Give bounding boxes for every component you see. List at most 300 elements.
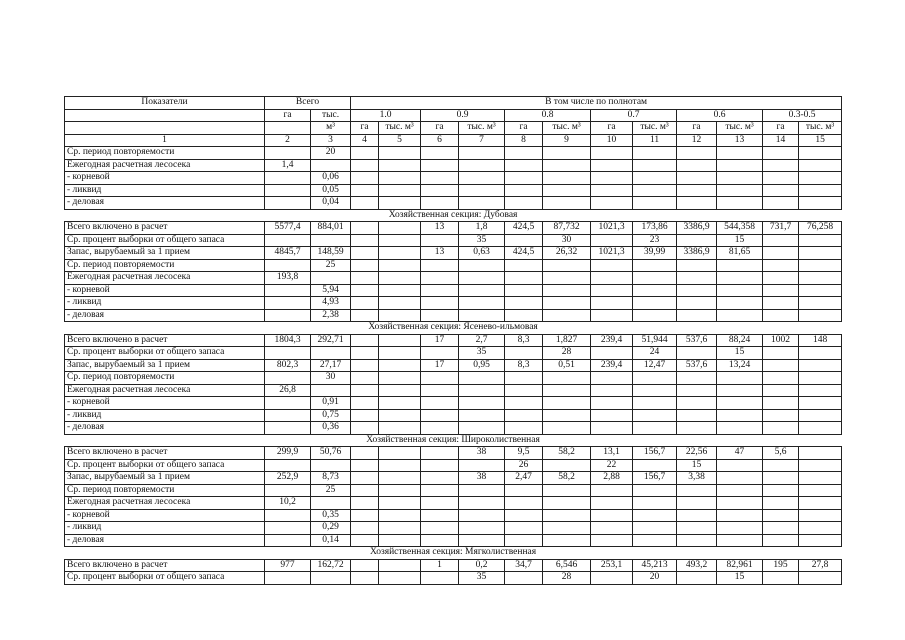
table-cell: 156,7 bbox=[633, 472, 677, 485]
table-cell bbox=[633, 497, 677, 510]
table-cell bbox=[379, 559, 421, 572]
table-cell: 13,1 bbox=[591, 447, 633, 460]
table-cell bbox=[591, 309, 633, 322]
header-density-3: 0.8 bbox=[505, 109, 591, 122]
table-cell bbox=[421, 197, 459, 210]
header-unit-ha: га bbox=[763, 122, 799, 135]
table-row bbox=[65, 159, 842, 172]
header-unit-thous-m3: тыс. м³ bbox=[717, 122, 763, 135]
table-cell: 35 bbox=[459, 234, 505, 247]
table-cell bbox=[591, 572, 633, 585]
table-cell bbox=[351, 147, 379, 160]
table-cell bbox=[799, 234, 842, 247]
table-row bbox=[65, 397, 842, 410]
table-cell bbox=[633, 409, 677, 422]
table-cell bbox=[677, 397, 717, 410]
table-cell bbox=[717, 272, 763, 285]
table-cell bbox=[543, 147, 591, 160]
table-cell bbox=[633, 484, 677, 497]
table-cell: 5,6 bbox=[763, 447, 799, 460]
table-cell: 24 bbox=[633, 347, 677, 360]
column-number: 10 bbox=[591, 134, 633, 147]
table-cell bbox=[459, 522, 505, 535]
table-cell: 0,75 bbox=[311, 409, 351, 422]
table-cell: 2,7 bbox=[459, 334, 505, 347]
header-total-ha: га bbox=[265, 109, 311, 122]
table-cell bbox=[543, 459, 591, 472]
table-cell bbox=[763, 509, 799, 522]
table-cell bbox=[543, 159, 591, 172]
table-cell bbox=[763, 359, 799, 372]
table-cell: 1021,3 bbox=[591, 247, 633, 260]
table-cell bbox=[351, 422, 379, 435]
table-cell bbox=[591, 422, 633, 435]
table-row bbox=[65, 572, 842, 585]
table-cell bbox=[265, 572, 311, 585]
table-cell bbox=[799, 459, 842, 472]
table-cell: 977 bbox=[265, 559, 311, 572]
table-cell bbox=[763, 197, 799, 210]
table-cell bbox=[265, 184, 311, 197]
table-cell bbox=[677, 184, 717, 197]
table-cell bbox=[459, 509, 505, 522]
table-cell bbox=[763, 409, 799, 422]
row-label: Ср. период повторяемости bbox=[65, 259, 265, 272]
table-cell bbox=[379, 497, 421, 510]
table-cell bbox=[505, 509, 543, 522]
table-cell: 26,32 bbox=[543, 247, 591, 260]
header-unit-ha: га bbox=[591, 122, 633, 135]
row-label: - корневой bbox=[65, 172, 265, 185]
table-cell bbox=[799, 372, 842, 385]
table-cell bbox=[633, 159, 677, 172]
table-cell bbox=[351, 334, 379, 347]
table-cell bbox=[677, 272, 717, 285]
table-cell bbox=[505, 497, 543, 510]
table-cell: 25 bbox=[311, 484, 351, 497]
forest-density-table bbox=[64, 96, 842, 585]
column-number: 5 bbox=[379, 134, 421, 147]
table-cell: 0,91 bbox=[311, 397, 351, 410]
header-total-thous: тыс. bbox=[311, 109, 351, 122]
table-cell bbox=[351, 472, 379, 485]
table-cell: 493,2 bbox=[677, 559, 717, 572]
table-row bbox=[65, 259, 842, 272]
row-label: - корневой bbox=[65, 397, 265, 410]
table-cell bbox=[311, 459, 351, 472]
table-cell: 25 bbox=[311, 259, 351, 272]
table-row bbox=[65, 147, 842, 160]
table-cell bbox=[379, 234, 421, 247]
table-cell bbox=[265, 397, 311, 410]
table-cell bbox=[799, 472, 842, 485]
table-cell bbox=[351, 559, 379, 572]
table-row bbox=[65, 297, 842, 310]
table-cell: 8,3 bbox=[505, 359, 543, 372]
table-row bbox=[65, 172, 842, 185]
table-cell bbox=[763, 534, 799, 547]
table-cell: 15 bbox=[677, 459, 717, 472]
table-row bbox=[65, 184, 842, 197]
table-cell bbox=[421, 522, 459, 535]
table-cell bbox=[505, 572, 543, 585]
table-cell bbox=[379, 147, 421, 160]
table-cell bbox=[421, 372, 459, 385]
table-cell: 10,2 bbox=[265, 497, 311, 510]
table-cell bbox=[763, 384, 799, 397]
table-cell: 38 bbox=[459, 472, 505, 485]
table-cell bbox=[799, 409, 842, 422]
column-number: 6 bbox=[421, 134, 459, 147]
table-cell bbox=[543, 309, 591, 322]
table-cell bbox=[677, 372, 717, 385]
table-cell bbox=[717, 197, 763, 210]
table-cell: 58,2 bbox=[543, 472, 591, 485]
header-unit-thous-m3: тыс. м³ bbox=[799, 122, 842, 135]
table-body bbox=[65, 147, 842, 585]
row-label: Запас, вырубаемый за 1 прием bbox=[65, 247, 265, 260]
table-cell bbox=[543, 397, 591, 410]
table-cell: 162,72 bbox=[311, 559, 351, 572]
table-cell bbox=[717, 372, 763, 385]
table-cell bbox=[543, 509, 591, 522]
table-cell bbox=[717, 297, 763, 310]
header-unit-thous-m3: тыс. м³ bbox=[543, 122, 591, 135]
table-cell bbox=[379, 472, 421, 485]
table-cell bbox=[379, 184, 421, 197]
table-cell bbox=[505, 534, 543, 547]
table-cell: 20 bbox=[311, 147, 351, 160]
table-cell bbox=[799, 147, 842, 160]
header-total: Всего bbox=[265, 97, 351, 110]
table-cell bbox=[351, 509, 379, 522]
table-cell bbox=[379, 484, 421, 497]
table-cell bbox=[265, 172, 311, 185]
table-cell bbox=[459, 422, 505, 435]
table-cell bbox=[677, 284, 717, 297]
table-row bbox=[65, 447, 842, 460]
table-cell bbox=[351, 447, 379, 460]
table-row bbox=[65, 534, 842, 547]
table-cell bbox=[379, 359, 421, 372]
table-cell bbox=[799, 422, 842, 435]
table-cell: 26 bbox=[505, 459, 543, 472]
table-cell: 51,944 bbox=[633, 334, 677, 347]
table-cell bbox=[633, 284, 677, 297]
table-cell bbox=[459, 397, 505, 410]
table-cell: 8,73 bbox=[311, 472, 351, 485]
table-cell bbox=[505, 522, 543, 535]
row-label: - деловая bbox=[65, 197, 265, 210]
table-cell bbox=[591, 384, 633, 397]
table-cell: 0,35 bbox=[311, 509, 351, 522]
section-title: Хозяйственная секция: Ясенево-ильмовая bbox=[65, 322, 842, 335]
table-cell: 34,7 bbox=[505, 559, 543, 572]
table-cell: 424,5 bbox=[505, 247, 543, 260]
table-cell bbox=[379, 222, 421, 235]
table-cell: 30 bbox=[543, 234, 591, 247]
header-unit-ha: га bbox=[505, 122, 543, 135]
table-cell: 22,56 bbox=[677, 447, 717, 460]
table-cell bbox=[421, 297, 459, 310]
table-cell bbox=[591, 259, 633, 272]
header-unit-thous-m3: тыс. м³ bbox=[459, 122, 505, 135]
table-cell bbox=[265, 459, 311, 472]
table-cell bbox=[591, 284, 633, 297]
table-cell bbox=[763, 172, 799, 185]
column-number: 15 bbox=[799, 134, 842, 147]
row-label: Ср. процент выборки от общего запаса bbox=[65, 347, 265, 360]
table-cell bbox=[717, 484, 763, 497]
table-cell bbox=[633, 309, 677, 322]
row-label: Ср. процент выборки от общего запаса bbox=[65, 572, 265, 585]
table-cell: 0,06 bbox=[311, 172, 351, 185]
header-indicators: Показатели bbox=[65, 97, 265, 110]
table-cell bbox=[799, 297, 842, 310]
column-number: 7 bbox=[459, 134, 505, 147]
table-cell bbox=[763, 147, 799, 160]
table-cell bbox=[421, 484, 459, 497]
table-cell: 47 bbox=[717, 447, 763, 460]
header-density-4: 0.7 bbox=[591, 109, 677, 122]
table-cell bbox=[799, 497, 842, 510]
table-cell bbox=[379, 422, 421, 435]
table-cell: 30 bbox=[311, 372, 351, 385]
table-row bbox=[65, 409, 842, 422]
row-label: Запас, вырубаемый за 1 прием bbox=[65, 472, 265, 485]
table-cell bbox=[351, 234, 379, 247]
header-by-density: В том числе по полнотам bbox=[351, 97, 842, 110]
table-cell bbox=[351, 409, 379, 422]
table-cell: 0,29 bbox=[311, 522, 351, 535]
table-header bbox=[65, 97, 842, 147]
row-label: Всего включено в расчет bbox=[65, 222, 265, 235]
table-cell: 87,732 bbox=[543, 222, 591, 235]
table-row bbox=[65, 372, 842, 385]
table-cell bbox=[505, 272, 543, 285]
table-cell bbox=[421, 572, 459, 585]
table-row bbox=[65, 422, 842, 435]
table-cell: 15 bbox=[717, 347, 763, 360]
row-label: - корневой bbox=[65, 509, 265, 522]
table-cell bbox=[717, 409, 763, 422]
table-cell: 4,93 bbox=[311, 297, 351, 310]
table-cell bbox=[633, 422, 677, 435]
table-cell bbox=[543, 372, 591, 385]
table-cell bbox=[459, 534, 505, 547]
table-cell bbox=[459, 497, 505, 510]
table-cell bbox=[799, 447, 842, 460]
table-cell: 27,17 bbox=[311, 359, 351, 372]
table-cell bbox=[799, 522, 842, 535]
table-cell bbox=[763, 309, 799, 322]
table-cell bbox=[459, 259, 505, 272]
table-row bbox=[65, 459, 842, 472]
table-cell bbox=[505, 384, 543, 397]
table-cell bbox=[351, 172, 379, 185]
table-cell: 26,8 bbox=[265, 384, 311, 397]
table-cell bbox=[351, 309, 379, 322]
table-cell bbox=[677, 422, 717, 435]
table-cell bbox=[717, 534, 763, 547]
table-cell bbox=[421, 147, 459, 160]
table-cell bbox=[421, 234, 459, 247]
table-cell bbox=[311, 347, 351, 360]
table-cell: 0,05 bbox=[311, 184, 351, 197]
table-row bbox=[65, 522, 842, 535]
table-cell bbox=[265, 534, 311, 547]
table-cell bbox=[591, 409, 633, 422]
table-cell bbox=[591, 159, 633, 172]
table-cell: 4845,7 bbox=[265, 247, 311, 260]
table-cell bbox=[379, 197, 421, 210]
table-cell bbox=[311, 272, 351, 285]
section-header-row bbox=[65, 547, 842, 560]
table-cell bbox=[379, 247, 421, 260]
table-cell bbox=[421, 159, 459, 172]
table-cell: 1,8 bbox=[459, 222, 505, 235]
table-cell: 15 bbox=[717, 572, 763, 585]
row-label: Ежегодная расчетная лесосека bbox=[65, 159, 265, 172]
row-label: Ср. период повторяемости bbox=[65, 147, 265, 160]
table-cell bbox=[799, 197, 842, 210]
table-cell bbox=[421, 184, 459, 197]
row-label: Ср. период повторяемости bbox=[65, 484, 265, 497]
table-cell bbox=[351, 572, 379, 585]
table-cell bbox=[459, 459, 505, 472]
table-cell bbox=[379, 347, 421, 360]
table-cell bbox=[799, 484, 842, 497]
table-cell bbox=[379, 159, 421, 172]
table-cell bbox=[799, 159, 842, 172]
table-cell bbox=[351, 272, 379, 285]
table-cell bbox=[677, 522, 717, 535]
table-cell bbox=[763, 459, 799, 472]
row-label: Ср. процент выборки от общего запаса bbox=[65, 234, 265, 247]
table-cell bbox=[799, 347, 842, 360]
table-row bbox=[65, 222, 842, 235]
row-label: - ликвид bbox=[65, 409, 265, 422]
table-cell: 20 bbox=[633, 572, 677, 585]
row-label: Всего включено в расчет bbox=[65, 559, 265, 572]
table-cell: 1002 bbox=[763, 334, 799, 347]
table-cell bbox=[421, 259, 459, 272]
table-cell: 22 bbox=[591, 459, 633, 472]
table-cell bbox=[265, 409, 311, 422]
table-cell bbox=[505, 159, 543, 172]
table-cell: 1804,3 bbox=[265, 334, 311, 347]
row-label: - деловая bbox=[65, 422, 265, 435]
table-cell bbox=[633, 534, 677, 547]
table-cell bbox=[421, 422, 459, 435]
table-cell bbox=[311, 159, 351, 172]
table-cell bbox=[717, 184, 763, 197]
table-cell bbox=[677, 409, 717, 422]
row-label: Всего включено в расчет bbox=[65, 447, 265, 460]
row-label: - ликвид bbox=[65, 184, 265, 197]
table-cell: 537,6 bbox=[677, 334, 717, 347]
table-cell bbox=[677, 259, 717, 272]
table-row bbox=[65, 234, 842, 247]
table-cell bbox=[265, 259, 311, 272]
table-cell bbox=[351, 359, 379, 372]
table-row bbox=[65, 247, 842, 260]
table-cell bbox=[421, 472, 459, 485]
table-cell bbox=[421, 309, 459, 322]
table-cell bbox=[633, 509, 677, 522]
table-cell bbox=[459, 272, 505, 285]
table-cell bbox=[633, 184, 677, 197]
table-cell: 3386,9 bbox=[677, 222, 717, 235]
table-cell: 193,8 bbox=[265, 272, 311, 285]
table-cell bbox=[799, 259, 842, 272]
table-cell bbox=[543, 422, 591, 435]
section-header-row bbox=[65, 322, 842, 335]
table-cell bbox=[633, 397, 677, 410]
table-cell bbox=[379, 272, 421, 285]
table-cell: 148,59 bbox=[311, 247, 351, 260]
table-cell bbox=[717, 259, 763, 272]
table-cell bbox=[763, 297, 799, 310]
table-cell bbox=[421, 534, 459, 547]
table-cell bbox=[543, 384, 591, 397]
table-cell bbox=[265, 422, 311, 435]
table-cell bbox=[677, 384, 717, 397]
table-cell bbox=[311, 497, 351, 510]
table-cell bbox=[379, 372, 421, 385]
table-cell bbox=[799, 534, 842, 547]
table-cell bbox=[677, 172, 717, 185]
section-title: Хозяйственная секция: Широколиственная bbox=[65, 434, 842, 447]
table-cell bbox=[505, 284, 543, 297]
table-cell: 195 bbox=[763, 559, 799, 572]
table-cell bbox=[717, 384, 763, 397]
table-cell bbox=[763, 472, 799, 485]
table-cell bbox=[459, 197, 505, 210]
table-cell bbox=[265, 372, 311, 385]
table-cell bbox=[633, 297, 677, 310]
table-cell bbox=[421, 172, 459, 185]
table-cell bbox=[799, 509, 842, 522]
table-cell bbox=[265, 522, 311, 535]
table-cell bbox=[543, 172, 591, 185]
table-cell: 537,6 bbox=[677, 359, 717, 372]
table-cell bbox=[763, 247, 799, 260]
row-label: - ликвид bbox=[65, 297, 265, 310]
table-cell: 239,4 bbox=[591, 359, 633, 372]
table-cell bbox=[379, 447, 421, 460]
column-number: 4 bbox=[351, 134, 379, 147]
table-cell: 731,7 bbox=[763, 222, 799, 235]
table-cell bbox=[379, 284, 421, 297]
table-cell bbox=[379, 572, 421, 585]
table-cell bbox=[763, 397, 799, 410]
table-cell bbox=[799, 172, 842, 185]
table-cell: 0,95 bbox=[459, 359, 505, 372]
table-cell bbox=[763, 259, 799, 272]
table-cell bbox=[763, 272, 799, 285]
column-number: 8 bbox=[505, 134, 543, 147]
table-cell bbox=[717, 284, 763, 297]
table-cell bbox=[421, 284, 459, 297]
table-cell bbox=[763, 347, 799, 360]
table-cell bbox=[459, 484, 505, 497]
table-cell bbox=[265, 147, 311, 160]
table-cell: 45,213 bbox=[633, 559, 677, 572]
row-label: Ежегодная расчетная лесосека bbox=[65, 272, 265, 285]
table-cell: 252,9 bbox=[265, 472, 311, 485]
table-cell bbox=[379, 409, 421, 422]
